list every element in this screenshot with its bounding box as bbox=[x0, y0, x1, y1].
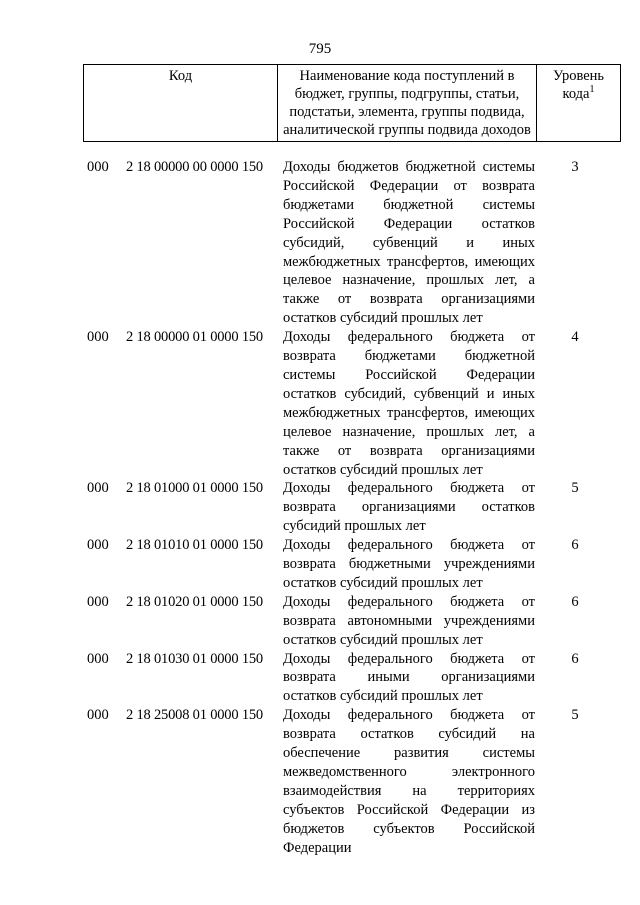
income-name: Доходы федерального бюджета от возврата бюджетными учреждениями остатков субсидий прошлых лет bbox=[283, 537, 535, 591]
header-level-label: Уровень кода bbox=[552, 68, 605, 102]
table-header bbox=[83, 64, 621, 142]
income-code: 2 18 01020 01 0000 150 bbox=[126, 593, 263, 610]
income-name: Доходы федерального бюджета от возврата иными организациями остатков субсидий прошлых лет bbox=[283, 650, 535, 705]
code-level: 5 bbox=[571, 707, 579, 724]
admin-code: 000 bbox=[87, 537, 109, 554]
table-row bbox=[0, 706, 640, 857]
table-row bbox=[0, 593, 640, 650]
header-code: Код bbox=[84, 65, 278, 142]
income-code: 2 18 01030 01 0000 150 bbox=[126, 650, 263, 667]
code-level: 3 bbox=[571, 159, 579, 175]
admin-code: 000 bbox=[87, 159, 109, 175]
admin-code: 000 bbox=[87, 593, 109, 610]
page-number: 795 bbox=[308, 41, 332, 57]
code-level: 5 bbox=[571, 480, 579, 497]
income-code: 2 18 00000 00 0000 150 bbox=[126, 159, 263, 175]
income-name: Доходы федерального бюджета от возврата организациями остатков субсидий прошлых лет bbox=[283, 480, 535, 535]
table-row bbox=[0, 650, 640, 707]
income-code: 2 18 25008 01 0000 150 bbox=[126, 707, 263, 724]
income-code: 2 18 00000 01 0000 150 bbox=[126, 329, 263, 346]
admin-code: 000 bbox=[87, 650, 109, 667]
code-level: 4 bbox=[571, 329, 579, 346]
code-level: 6 bbox=[571, 593, 579, 610]
table-row bbox=[0, 328, 640, 479]
header-name: Наименование кода поступлений в бюджет, группы, подгруппы, статьи, подстатьи, элемента, группы подвида, аналитической группы подвида доходов bbox=[278, 65, 537, 142]
income-code: 2 18 01010 01 0000 150 bbox=[126, 537, 263, 554]
header-level-footnote: 1 bbox=[589, 84, 595, 96]
admin-code: 000 bbox=[87, 480, 109, 497]
code-level: 6 bbox=[571, 537, 579, 554]
income-name: Доходы федерального бюджета от возврата автономными учреждениями остатков субсидий прошлых лет bbox=[283, 593, 535, 648]
income-name: Доходы федерального бюджета от возврата остатков субсидий на обеспечение развития системы межведомственного электронного взаимодействия на территориях субъектов Российской Федерации из бюджетов субъектов Российской Федерации bbox=[283, 707, 535, 856]
income-name: Доходы бюджетов бюджетной системы Российской Федерации от возврата бюджетами бюджетной системы Российской Федерации остатков субсидий, субвенций и иных межбюджетных трансфертов, имеющих целевое назначение, прошлых лет, а также от возврата организациями остатков субсидий прошлых лет bbox=[283, 159, 535, 327]
admin-code: 000 bbox=[87, 329, 109, 346]
table-row bbox=[0, 536, 640, 593]
table-body bbox=[0, 158, 640, 858]
table-row bbox=[0, 479, 640, 536]
income-name: Доходы федерального бюджета от возврата бюджетами бюджетной системы Российской Федерации остатков субсидий, субвенций и иных межбюджетных трансфертов, имеющих целевое назначение, прошлых лет, а также от возврата организациями остатков субсидий прошлых лет bbox=[283, 329, 535, 478]
code-level: 6 bbox=[571, 650, 579, 667]
income-code: 2 18 01000 01 0000 150 bbox=[126, 480, 263, 497]
header-level bbox=[537, 65, 621, 142]
admin-code: 000 bbox=[87, 707, 109, 724]
table-row bbox=[0, 158, 640, 328]
